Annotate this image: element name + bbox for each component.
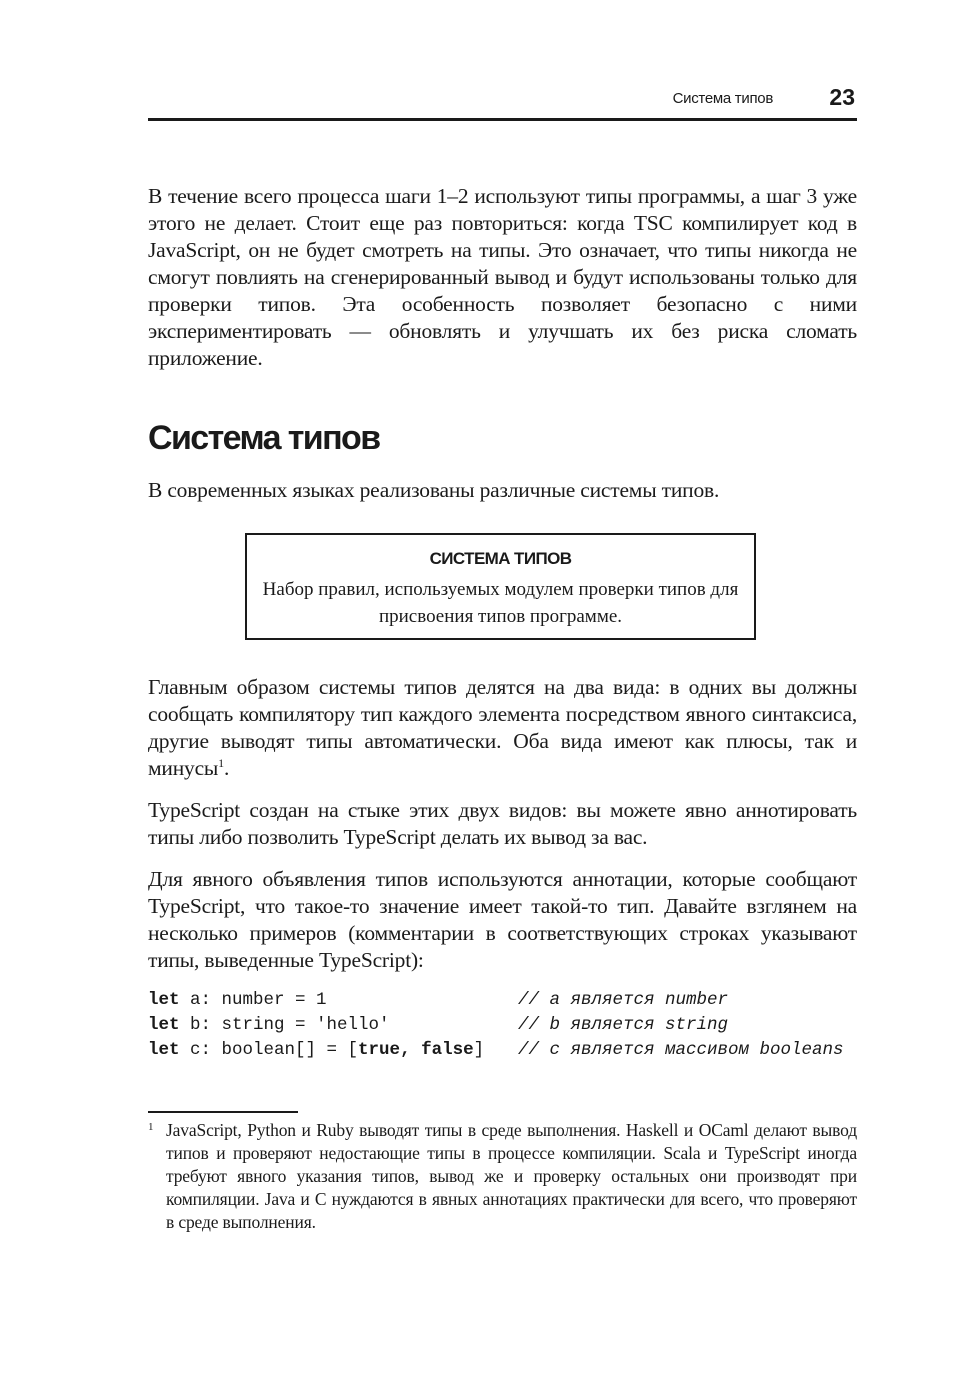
code-statement [148, 1013, 390, 1038]
code-keyword: let [148, 1015, 180, 1035]
footnote-text: JavaScript, Python и Ruby выводят типы в среде выполнения. Haskell и OCaml делают вывод типов и проверяют недостающие типы в процессе компиляции. Scala и TypeScript иногда требуют явного указания типов, вывод же и проверку остальных они производят при компиляции. Java и C нуждаются в явных аннотациях практически для всего, что проверяют в среде выполнения. [166, 1120, 857, 1232]
code-text: ] [473, 1040, 485, 1060]
section-heading: Система типов [148, 419, 380, 457]
paragraph-typescript-hybrid: TypeScript создан на стыке этих двух видов: вы можете явно аннотировать типы либо позволить TypeScript делать их вывод за вас. [148, 798, 857, 849]
running-title: Система типов [672, 90, 773, 107]
footnote-divider [148, 1111, 298, 1113]
code-keyword: let [148, 990, 180, 1010]
footnote-reference: 1 [218, 755, 224, 770]
code-separator: , [400, 1040, 422, 1060]
code-text: a: number = 1 [179, 990, 327, 1010]
code-keyword-false: false [421, 1040, 474, 1060]
code-comment: // c является массивом booleans [518, 1040, 844, 1060]
running-header [148, 84, 857, 121]
footnote [148, 1119, 857, 1234]
code-line [148, 988, 857, 1013]
code-line [148, 1038, 857, 1063]
definition-term: СИСТЕМА ТИПОВ [429, 549, 572, 568]
code-comment: // b является string [518, 1015, 729, 1035]
footnote-mark: 1 [148, 1121, 154, 1133]
code-keyword: let [148, 1040, 180, 1060]
paragraph-annotations: Для явного объявления типов используются аннотации, которые сообщают TypeScript, что такое-то значение имеет такой-то тип. Давайте взглянем на несколько примеров (комментарии в соответствующих строках указывают типы, выведенные TypeScript): [148, 867, 857, 972]
code-statement [148, 1038, 484, 1063]
code-text: b: string = 'hello' [179, 1015, 390, 1035]
page-number: 23 [829, 84, 855, 110]
paragraph-type-system-kinds [148, 674, 857, 782]
paragraph-compilation-steps: В течение всего процесса шаги 1–2 используют типы программы, а шаг 3 уже этого не делает. Стоит еще раз повториться: когда TSC компилирует код в JavaScript, он не будет смотреть на типы. Это означает, что типы никогда не смогут повлиять на сгенерированный вывод и будут использованы только для проверки типов. Эта особенность позволяет безопасно с ними экспериментировать — обновлять и улучшать их без риска сломать приложение. [148, 184, 857, 370]
code-text: c: boolean[] = [ [179, 1040, 359, 1060]
paragraph-text: Главным образом системы типов делятся на два вида: в одних вы должны сообщать компилятору тип каждого элемента посредством явного синтаксиса, другие выводят типы автоматически. Оба вида имеют как плюсы, так и минусы [148, 675, 857, 780]
code-comment: // a является number [518, 990, 729, 1010]
paragraph-type-systems-intro: В современных языках реализованы различные системы типов. [148, 478, 720, 502]
code-keyword-true: true [358, 1040, 401, 1060]
paragraph-end: . [223, 756, 230, 780]
definition-text: Набор правил, используемых модулем проверки типов для присвоения типов программе. [262, 579, 739, 627]
code-block [148, 988, 857, 1063]
code-statement [148, 988, 327, 1013]
code-line [148, 1013, 857, 1038]
definition-box [245, 533, 756, 640]
